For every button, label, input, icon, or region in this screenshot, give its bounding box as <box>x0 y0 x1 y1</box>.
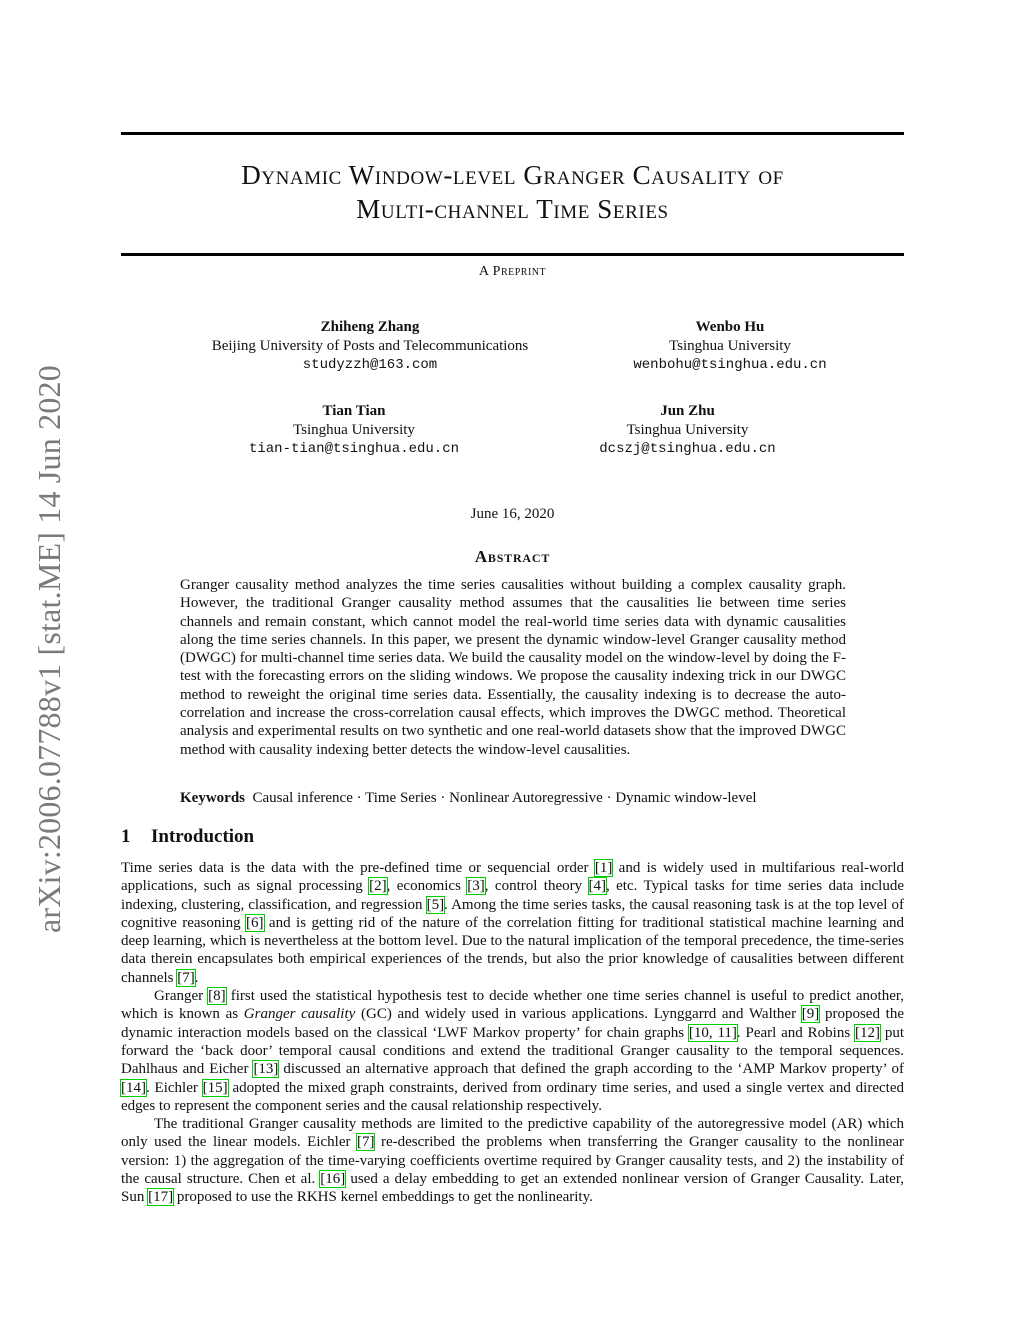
abstract-text: Granger causality method analyzes the time series causalities without building a complex causality graph. However, the traditional Granger causality method assumes that the causalities lie between time series channels and remain constant, which cannot model the real-world time series data with dynamic causalities along the time series channels. In this paper, we present the dynamic window-level Granger causality method (DWGC) for multi-channel time series data. We build the causality model on the window-level by doing the F-test with the forecasting errors on the sliding windows. We propose the causality indexing trick in our DWGC method to reweight the original time series data. Essentially, the causality indexing is to decrease the auto-correlation and increase the cross-correlation causal effects, which improves the DWGC method. Theoretical analysis and experimental results on two synthetic and one real-world datasets show that the improved DWGC method with causality indexing better detects the window-level causalities. <box>180 577 846 758</box>
author-email[interactable]: wenbohu@tsinghua.edu.cn <box>633 357 827 373</box>
text-run: used a delay embedding to get an extended nonlinear version of Granger Causality. Later, Sun <box>121 1171 904 1206</box>
text-run: , etc. Typical tasks for time series data include indexing, clustering, classification, and regression <box>121 878 904 913</box>
citation-link[interactable]: [15] <box>202 1079 228 1096</box>
citation-link[interactable]: [16] <box>320 1171 346 1188</box>
text-run: (GC) and widely used in various applications. Lynggarrd and Walther <box>355 1006 802 1023</box>
publication-date: June 16, 2020 <box>470 506 555 522</box>
author-email[interactable]: dcszj@tsinghua.edu.cn <box>599 441 776 457</box>
text-run: proposed the dynamic interaction models based on the classical ‘LWF Markov property’ for chain graphs <box>121 1006 904 1041</box>
citation-link[interactable]: [8] <box>208 988 226 1005</box>
citation-link[interactable]: [13] <box>253 1061 279 1078</box>
title-bottom-rule <box>121 253 904 256</box>
emphasized-term: Granger causality <box>243 1006 356 1023</box>
citation-link[interactable]: [3] <box>467 878 485 895</box>
author-email[interactable]: studyzzh@163.com <box>302 357 438 373</box>
citation-link[interactable]: [10, 11] <box>688 1024 737 1041</box>
author-name: Tian Tian <box>322 403 386 419</box>
citation-link[interactable]: [2] <box>369 878 387 895</box>
abstract-heading: Abstract <box>474 547 551 566</box>
section-heading-introduction <box>121 826 254 848</box>
citation-link[interactable]: [14] <box>121 1079 146 1096</box>
citation-link[interactable]: [1] <box>594 860 613 876</box>
paper-title-line-2: Multi-channel Time Series <box>356 194 669 224</box>
arxiv-identifier-stamp: arXiv:2006.07788v1 [stat.ME] 14 Jun 2020 <box>31 365 67 933</box>
author-affiliation: Tsinghua University <box>626 422 749 438</box>
citation-link[interactable]: [4] <box>588 878 607 895</box>
text-run: first used the statistical hypothesis test to decide whether one time series channel is useful to predict another, which is known as <box>121 988 905 1023</box>
author-block-1 <box>170 318 570 375</box>
text-run: adopted the mixed graph constraints, derived from ordinary time series, and used a single vertex and directed edges to represent the component series and the causal relationship respectively. <box>121 1079 904 1114</box>
text-run: . <box>194 969 199 986</box>
text-run: discussed an alternative approach that defined the graph according to the ‘AMP Markov property’ of <box>278 1061 904 1078</box>
text-run: . Eichler <box>146 1079 203 1096</box>
author-affiliation: Tsinghua University <box>293 422 415 438</box>
text-run: Granger <box>154 988 209 1005</box>
keywords-text: Causal inference · Time Series · Nonlinear Autoregressive · Dynamic window-level <box>252 790 757 806</box>
text-run: and is widely used in multifarious real-world applications, such as signal processing <box>121 860 904 895</box>
text-run: . Pearl and Robins <box>736 1024 855 1041</box>
author-name: Jun Zhu <box>660 403 715 419</box>
text-run: , control theory <box>484 878 589 895</box>
paragraph <box>121 859 904 987</box>
section-number: 1 <box>121 826 131 847</box>
citation-link[interactable]: [17] <box>148 1189 174 1206</box>
text-run: put forward the ‘back door’ temporal causal conditions and extend the traditional Granger causality to the temporal sequences. Dahlhaus and Eicher <box>121 1024 904 1078</box>
keywords-line <box>180 790 846 807</box>
title-top-rule <box>121 132 904 135</box>
author-block-4 <box>560 402 815 459</box>
citation-link[interactable]: [9] <box>801 1006 820 1023</box>
author-block-2 <box>600 318 860 375</box>
paper-title-line-1: Dynamic Window-level Granger Causality of <box>241 160 784 190</box>
preprint-label: A Preprint <box>478 264 547 279</box>
author-name: Zhiheng Zhang <box>320 319 420 335</box>
citation-link[interactable]: [5] <box>426 896 445 913</box>
author-block-3 <box>210 402 498 459</box>
citation-link[interactable]: [7] <box>177 969 195 986</box>
text-run: and is getting rid of the nature of the correlation fitting for traditional statistical machine learning and deep learning, which is nevertheless at the bottom level. Due to the natural implication of the temporal precedence, the time-series data therein encapsulates both empirical experiences of the trends, but also the prior knowledge of causalities between different channels <box>121 914 904 986</box>
paragraph <box>121 987 904 1115</box>
text-run: proposed to use the RKHS kernel embeddings to get the nonlinearity. <box>173 1189 593 1206</box>
author-name: Wenbo Hu <box>695 319 765 335</box>
text-run: re-described the problems when transferring the Granger causality to the nonlinear version: 1) the aggregation of the time-varying coefficients overtime required by Granger causality tests, and 2) the instability of the causal structure. Chen et al. <box>121 1134 904 1188</box>
author-affiliation: Tsinghua University <box>669 338 791 354</box>
introduction-body <box>121 859 904 1207</box>
paper-title <box>121 158 904 226</box>
citation-link[interactable]: [7] <box>356 1134 375 1151</box>
text-run: Time series data is the data with the pre-defined time or sequencial order <box>121 860 595 876</box>
section-title: Introduction <box>151 826 255 847</box>
text-run: . Among the time series tasks, the causal reasoning task is at the top level of cognitive reasoning <box>121 896 905 931</box>
keywords-label: Keywords <box>180 790 245 806</box>
paragraph <box>121 1115 904 1206</box>
author-affiliation: Beijing University of Posts and Telecommunications <box>211 338 529 354</box>
author-email[interactable]: tian-tian@tsinghua.edu.cn <box>248 441 460 457</box>
citation-link[interactable]: [12] <box>854 1024 880 1041</box>
text-run: , economics <box>386 878 468 895</box>
citation-link[interactable]: [6] <box>246 914 264 931</box>
text-run: The traditional Granger causality methods are limited to the predictive capability of the autoregressive model (AR) which only used the linear models. Eichler <box>121 1116 904 1151</box>
